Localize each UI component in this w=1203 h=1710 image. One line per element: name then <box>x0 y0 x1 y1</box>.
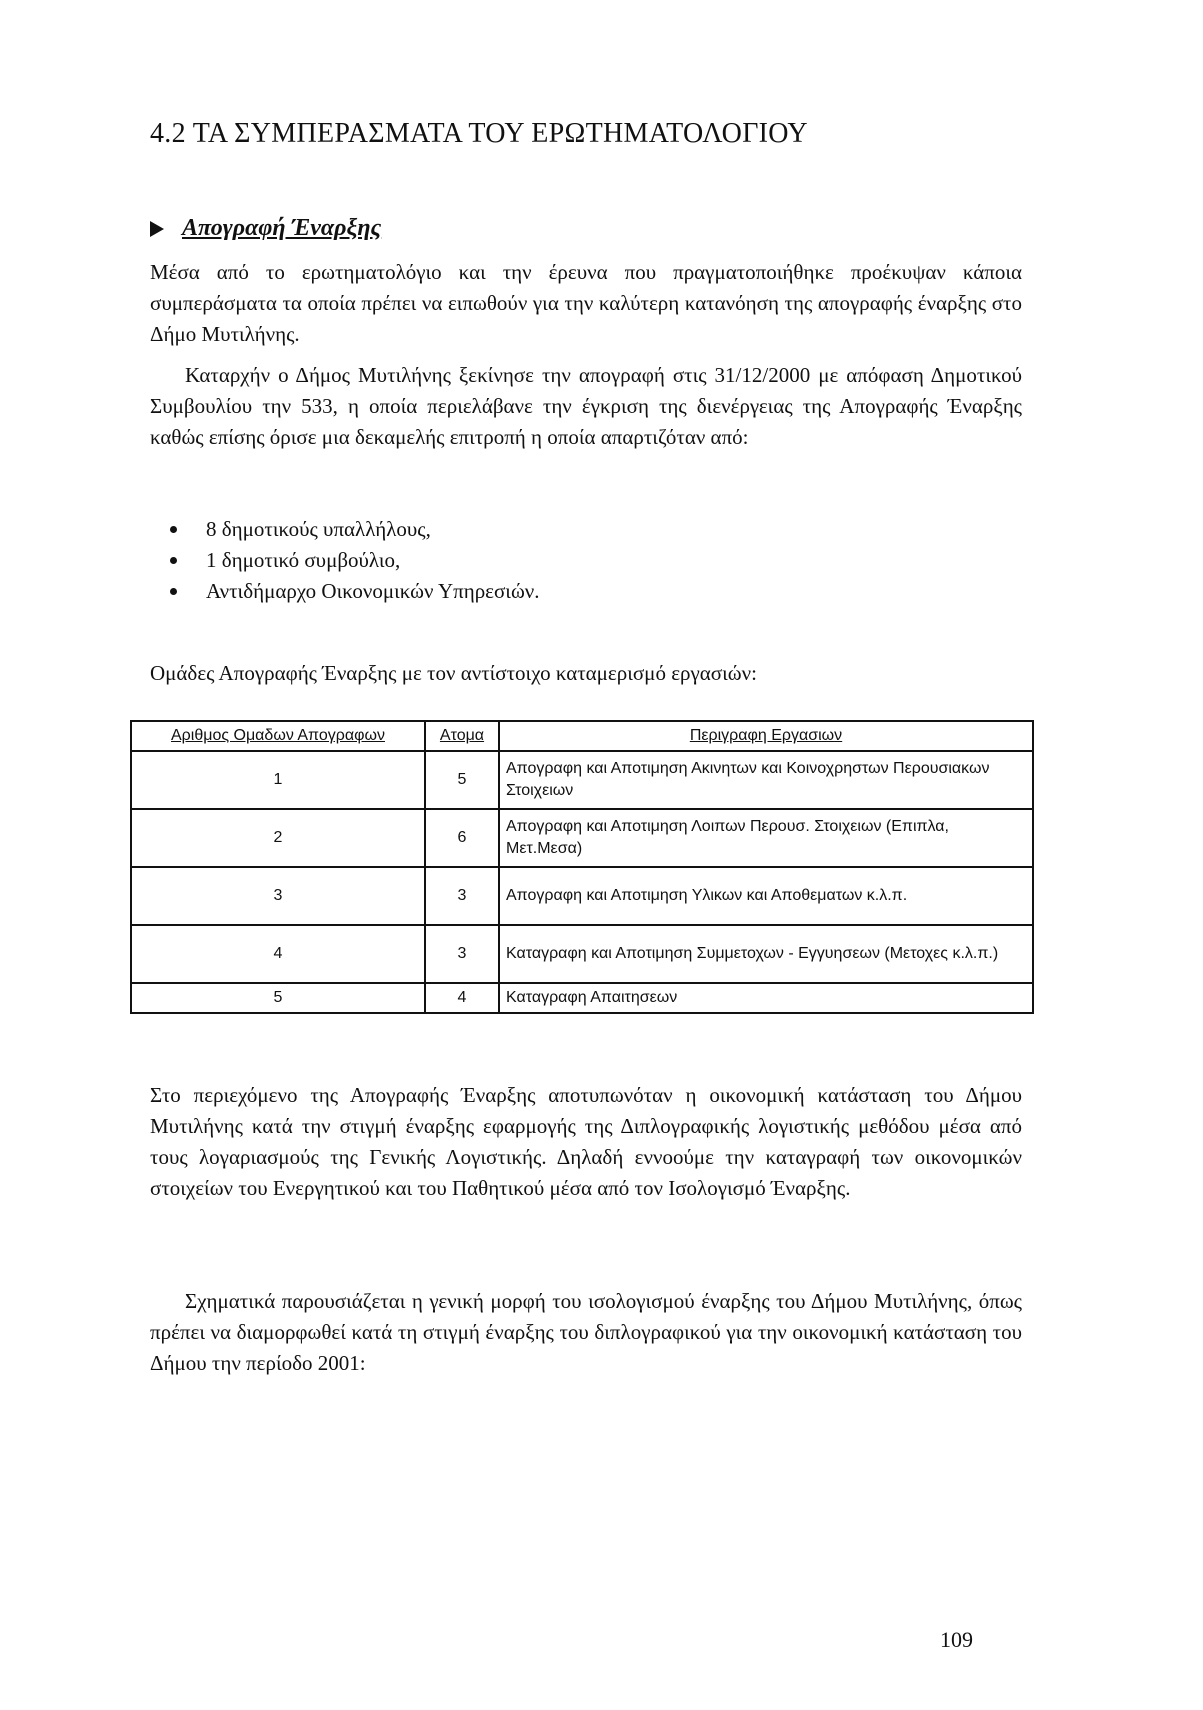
people-cell: 3 <box>425 925 499 983</box>
group-cell: 2 <box>131 809 425 867</box>
table-row <box>131 925 1033 983</box>
list-item: 1 δημοτικό συμβούλιο, <box>150 545 540 576</box>
outline-paragraph: Σχηματικά παρουσιάζεται η γενική μορφή του ισολογισμού έναρξης του Δήμου Μυτιλήνης, όπως πρέπει να διαμορφωθεί κατά τη στιγμή έναρξης του διπλογραφικού για την οικονομική κατάσταση του Δήμου την περίοδο 2001: <box>150 1289 1022 1375</box>
header-group-count: Αριθμος Ομαδων Απογραφων <box>131 721 425 751</box>
arrow-bullet-icon <box>150 221 164 237</box>
group-cell: 3 <box>131 867 425 925</box>
table-row <box>131 983 1033 1013</box>
section-title: 4.2 ΤΑ ΣΥΜΠΕΡΑΣΜΑΤΑ ΤΟΥ ΕΡΩΤΗΜΑΤΟΛΟΓΙΟΥ <box>150 118 808 149</box>
header-people: Ατομα <box>425 721 499 751</box>
groups-intro-paragraph: Ομάδες Απογραφής Έναρξης με τον αντίστοιχο καταμερισμό εργασιών: <box>150 661 757 685</box>
people-cell: 3 <box>425 867 499 925</box>
table-row <box>131 751 1033 809</box>
intro-paragraph: Μέσα από το ερωτηματολόγιο και την έρευνα που πραγματοποιήθηκε προέκυψαν κάποια συμπεράσματα τα οποία πρέπει να ειπωθούν για την καλύτερη κατανόηση της απογραφής έναρξης στο Δήμο Μυτιλήνης. <box>150 260 1022 346</box>
group-cell: 4 <box>131 925 425 983</box>
list-item: Αντιδήμαρχο Οικονομικών Υπηρεσιών. <box>150 576 540 607</box>
content-paragraph: Στο περιεχόμενο της Απογραφής Έναρξης αποτυπωνόταν η οικονομική κατάσταση του Δήμου Μυτιλήνης κατά την στιγμή έναρξης εφαρμογής της Διπλογραφικής λογιστικής μεθόδου μέσα από τους λογαριασμούς της Γενικής Λογιστικής. Δηλαδή εννοούμε την καταγραφή των οικονομικών στοιχείων του Ενεργητικού και του Παθητικού μέσα από τον Ισολογισμό Έναρξης. <box>150 1083 1022 1200</box>
inventory-groups-table <box>130 720 1034 1014</box>
page-number: 109 <box>940 1627 973 1652</box>
description-cell: Καταγραφη Απαιτησεων <box>499 983 1033 1013</box>
people-cell: 4 <box>425 983 499 1013</box>
committee-list <box>150 514 540 607</box>
table-row <box>131 809 1033 867</box>
people-cell: 5 <box>425 751 499 809</box>
people-cell: 6 <box>425 809 499 867</box>
description-cell: Απογραφη και Αποτιμηση Λοιπων Περουσ. Στοιχειων (Επιπλα, Μετ.Μεσα) <box>499 809 1033 867</box>
committee-paragraph: Καταρχήν ο Δήμος Μυτιλήνης ξεκίνησε την απογραφή στις 31/12/2000 με απόφαση Δημοτικού Συμβουλίου την 533, η οποία περιελάβανε την έγκριση της διενέργειας της Απογραφής Έναρξης καθώς επίσης όρισε μια δεκαμελής επιτροπή η οποία απαρτιζόταν από: <box>150 363 1022 449</box>
subsection-title: Απογραφή Έναρξης <box>182 215 382 241</box>
group-cell: 1 <box>131 751 425 809</box>
description-cell: Απογραφη και Αποτιμηση Υλικων και Αποθεματων κ.λ.π. <box>499 867 1033 925</box>
table-row <box>131 867 1033 925</box>
table-header-row <box>131 721 1033 751</box>
list-item: 8 δημοτικούς υπαλλήλους, <box>150 514 540 545</box>
subsection-heading <box>150 215 381 242</box>
description-cell: Απογραφη και Αποτιμηση Ακινητων και Κοινοχρηστων Περουσιακων Στοιχειων <box>499 751 1033 809</box>
group-cell: 5 <box>131 983 425 1013</box>
header-task-description: Περιγραφη Εργασιων <box>499 721 1033 751</box>
description-cell: Καταγραφη και Αποτιμηση Συμμετοχων - Εγγυησεων (Μετοχες κ.λ.π.) <box>499 925 1033 983</box>
